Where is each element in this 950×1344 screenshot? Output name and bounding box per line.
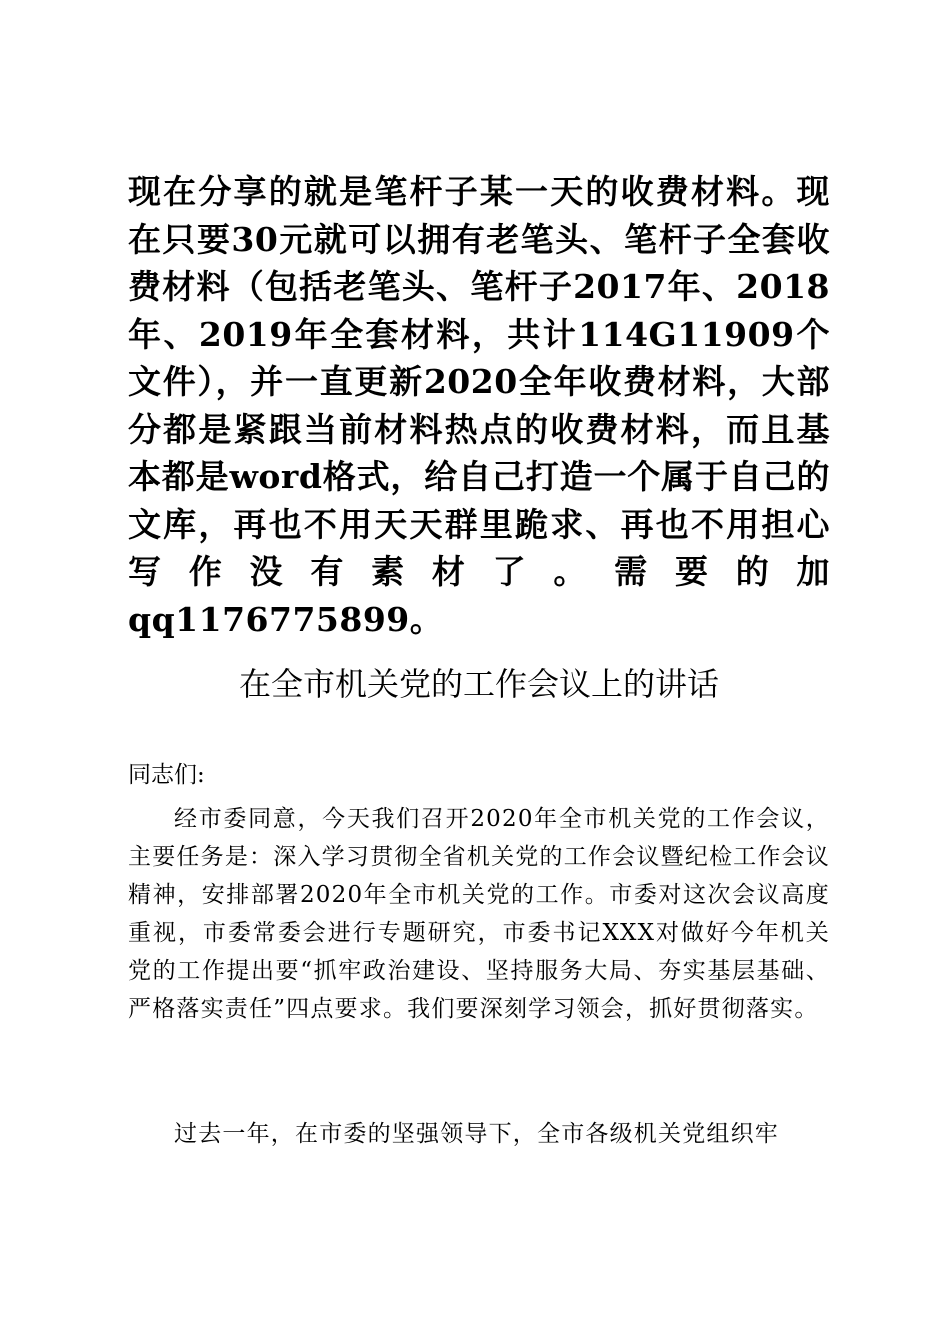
page-title: 在全市机关党的工作会议上的讲话 <box>238 665 719 703</box>
body-paragraph-2: 过去一年，在市委的坚强领导下，全市各级机关党组织牢 <box>174 1121 779 1147</box>
salutation: 同志们: <box>128 762 205 788</box>
promo-paragraph: 现在分享的就是笔杆子某一天的收费材料。现在只要30元就可以拥有老笔头、笔杆子全套收费材料（包括老笔头、笔杆子2017年、2018年、2019年全套材料，共计114G11909个文件），并一直更新2020全年收费材料，大部分都是紧跟当前材料热点的收费材料，而且基本都是word格式，给自己打造一个属于自己的文库，再也不用天天群里跪求、再也不用担心写作没有素材了。需要的加qq1176775899。 <box>128 172 830 639</box>
body-paragraph-1: 经市委同意，今天我们召开2020年全市机关党的工作会议，主要任务是：深入学习贯彻全省机关党的工作会议暨纪检工作会议精神，安排部署2020年全市机关党的工作。市委对这次会议高度重视，市委常委会进行专题研究，市委书记XXX对做好今年机关党的工作提出要“抓牢政治建设、坚持服务大局、夯实基层基础、严格落实责任”四点要求。我们要深刻学习领会，抓好贯彻落实。 <box>128 806 830 1022</box>
